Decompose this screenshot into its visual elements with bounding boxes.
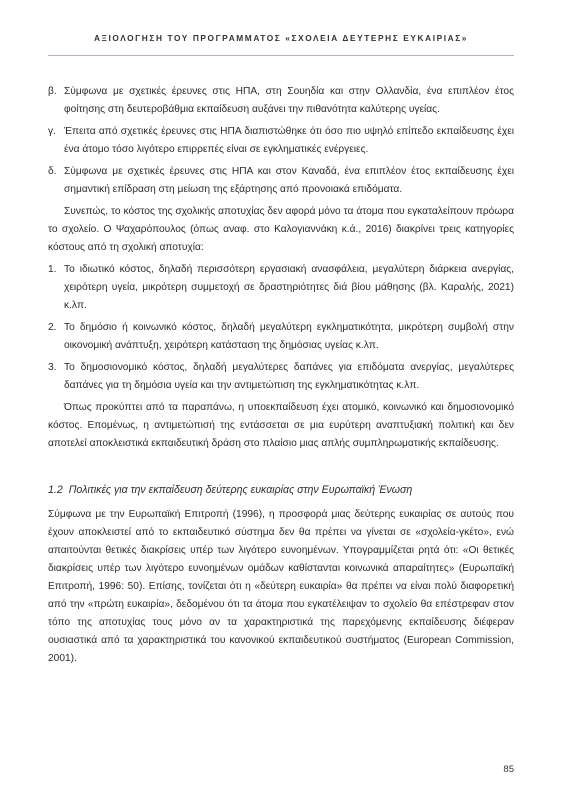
list-marker: 3. [48,362,57,373]
header-rule [48,55,514,56]
list-item-text: Σύμφωνα με σχετικές έρευνες στις ΗΠΑ, στη Σουηδία και στην Ολλανδία, ένα επιπλέον έτος φοίτησης στη δευτεροβάθμια εκπαίδευση αυξάνει την πιθανότητα καλύτερης υγείας. [64,86,514,115]
intro-paragraph: Συνεπώς, το κόστος της σχολικής αποτυχίας δεν αφορά μόνο τα άτομα που εγκαταλείπουν πρόωρα το σχολείο. Ο Ψαχαρόπουλος (όπως αναφ. στο Καλογιαννάκη κ.ά., 2016) διακρίνει τρεις κατηγορίες κόστους από τη σχολική αποτυχία: [48,206,514,253]
list-item [48,83,514,119]
list-marker: β. [48,86,57,97]
list-item-text: Σύμφωνα με σχετικές έρευνες στις ΗΠΑ και στον Καναδά, ένα επιπλέον έτος εκπαίδευσης έχει σημαντική επίδραση στη μείωση της εξάρτησης από προνοιακά επιδόματα. [64,166,514,195]
section-body-paragraph: Σύμφωνα με την Ευρωπαϊκή Επιτροπή (1996), η προσφορά μιας δεύτερης ευκαιρίας σε αυτούς που έχουν αποκλειστεί από το εκπαιδευτικό σύστημα δεν θα πρέπει να γίνεται σε «σχολεία-γκέτο», ενώ απαιτούνται θετικές διακρίσεις υπέρ των λιγότερο ευνοημένων. Υπογραμμίζεται ρητά ότι: «Οι θετικές διακρίσεις υπέρ των λιγότερο ευνοημένων ομάδων καθίστανται κοινωνικά απαραίτητες» (Ευρωπαϊκή Επιτροπή, 1996: 50). Επίσης, τονίζεται ότι η «δεύτερη ευκαιρία» θα πρέπει να είναι πολύ διαφορετική από την «πρώτη ευκαιρία», δεδομένου ότι τα άτομα που εγκατέλειψαν το σχολείο θα επέστρεφαν στον τόπο της αποτυχίας τους μόνο αν τα χαρακτηριστικά της παρεχόμενης εκπαίδευσης διέφεραν ουσιαστικά από τα χαρακτηριστικά του κανονικού εκπαιδευτικού συστήματος (European Commission, 2001). [48,509,514,664]
list-marker: γ. [48,126,56,137]
page-content [48,83,514,668]
section-title: Πολιτικές για την εκπαίδευση δεύτερης ευκαιρίας στην Ευρωπαϊκή Ένωση [68,484,413,496]
numbered-item [48,319,514,355]
numbered-item [48,359,514,395]
list-item-text: Έπειτα από σχετικές έρευνες στις ΗΠΑ διαπιστώθηκε ότι όσο πιο υψηλό επίπεδο εκπαίδευσης έχει ένα άτομο τόσο λιγότερο επιρρεπές είναι σε εγκληματικές ενέργειες. [64,126,514,155]
list-marker: 2. [48,322,57,333]
list-marker: δ. [48,166,57,177]
numbered-item [48,261,514,315]
list-item-text: Το δημόσιο ή κοινωνικό κόστος, δηλαδή μεγαλύτερη εγκληματικότητα, μικρότερη συμβολή στην οικονομική ανάπτυξη, χειρότερη κατάσταση της δημόσιας υγείας κ.λπ. [64,322,514,351]
section-heading [48,481,514,499]
list-item [48,163,514,199]
section-number: 1.2 [48,484,63,496]
conclusion-paragraph: Όπως προκύπτει από τα παραπάνω, η υποεκπαίδευση έχει ατομικό, κοινωνικό και δημοσιονομικό κόστος. Επομένως, η αντιμετώπισή της εντάσσεται σε μια ευρύτερη αναπτυξιακή πολιτική και δεν αποτελεί αποκλειστικά εκπαιδευτική δράση στο πλαίσιο μιας απλής συμπληρωματικής εκπαίδευσης. [48,402,514,449]
list-item-text: Το ιδιωτικό κόστος, δηλαδή περισσότερη εργασιακή ανασφάλεια, μεγαλύτερη διάρκεια ανεργίας, χειρότερη υγεία, μικρότερη συμμετοχή σε δραστηριότητες διά βίου μάθησης (βλ. Καραλής, 2021) κ.λπ. [64,264,514,311]
list-marker: 1. [48,264,57,275]
page-number: 85 [503,764,514,775]
list-item [48,123,514,159]
running-header: ΑΞΙΟΛΟΓΗΣΗ ΤΟΥ ΠΡΟΓΡΑΜΜΑΤΟΣ «ΣΧΟΛΕΙΑ ΔΕΥΤΕΡΗΣ ΕΥΚΑΙΡΙΑΣ» [93,33,469,43]
list-item-text: Το δημοσιονομικό κόστος, δηλαδή μεγαλύτερες δαπάνες για επιδόματα ανεργίας, μεγαλύτερες δαπάνες για τη δημόσια υγεία και την αντιμετώπιση της εγκληματικότητας κ.λπ. [64,362,514,391]
